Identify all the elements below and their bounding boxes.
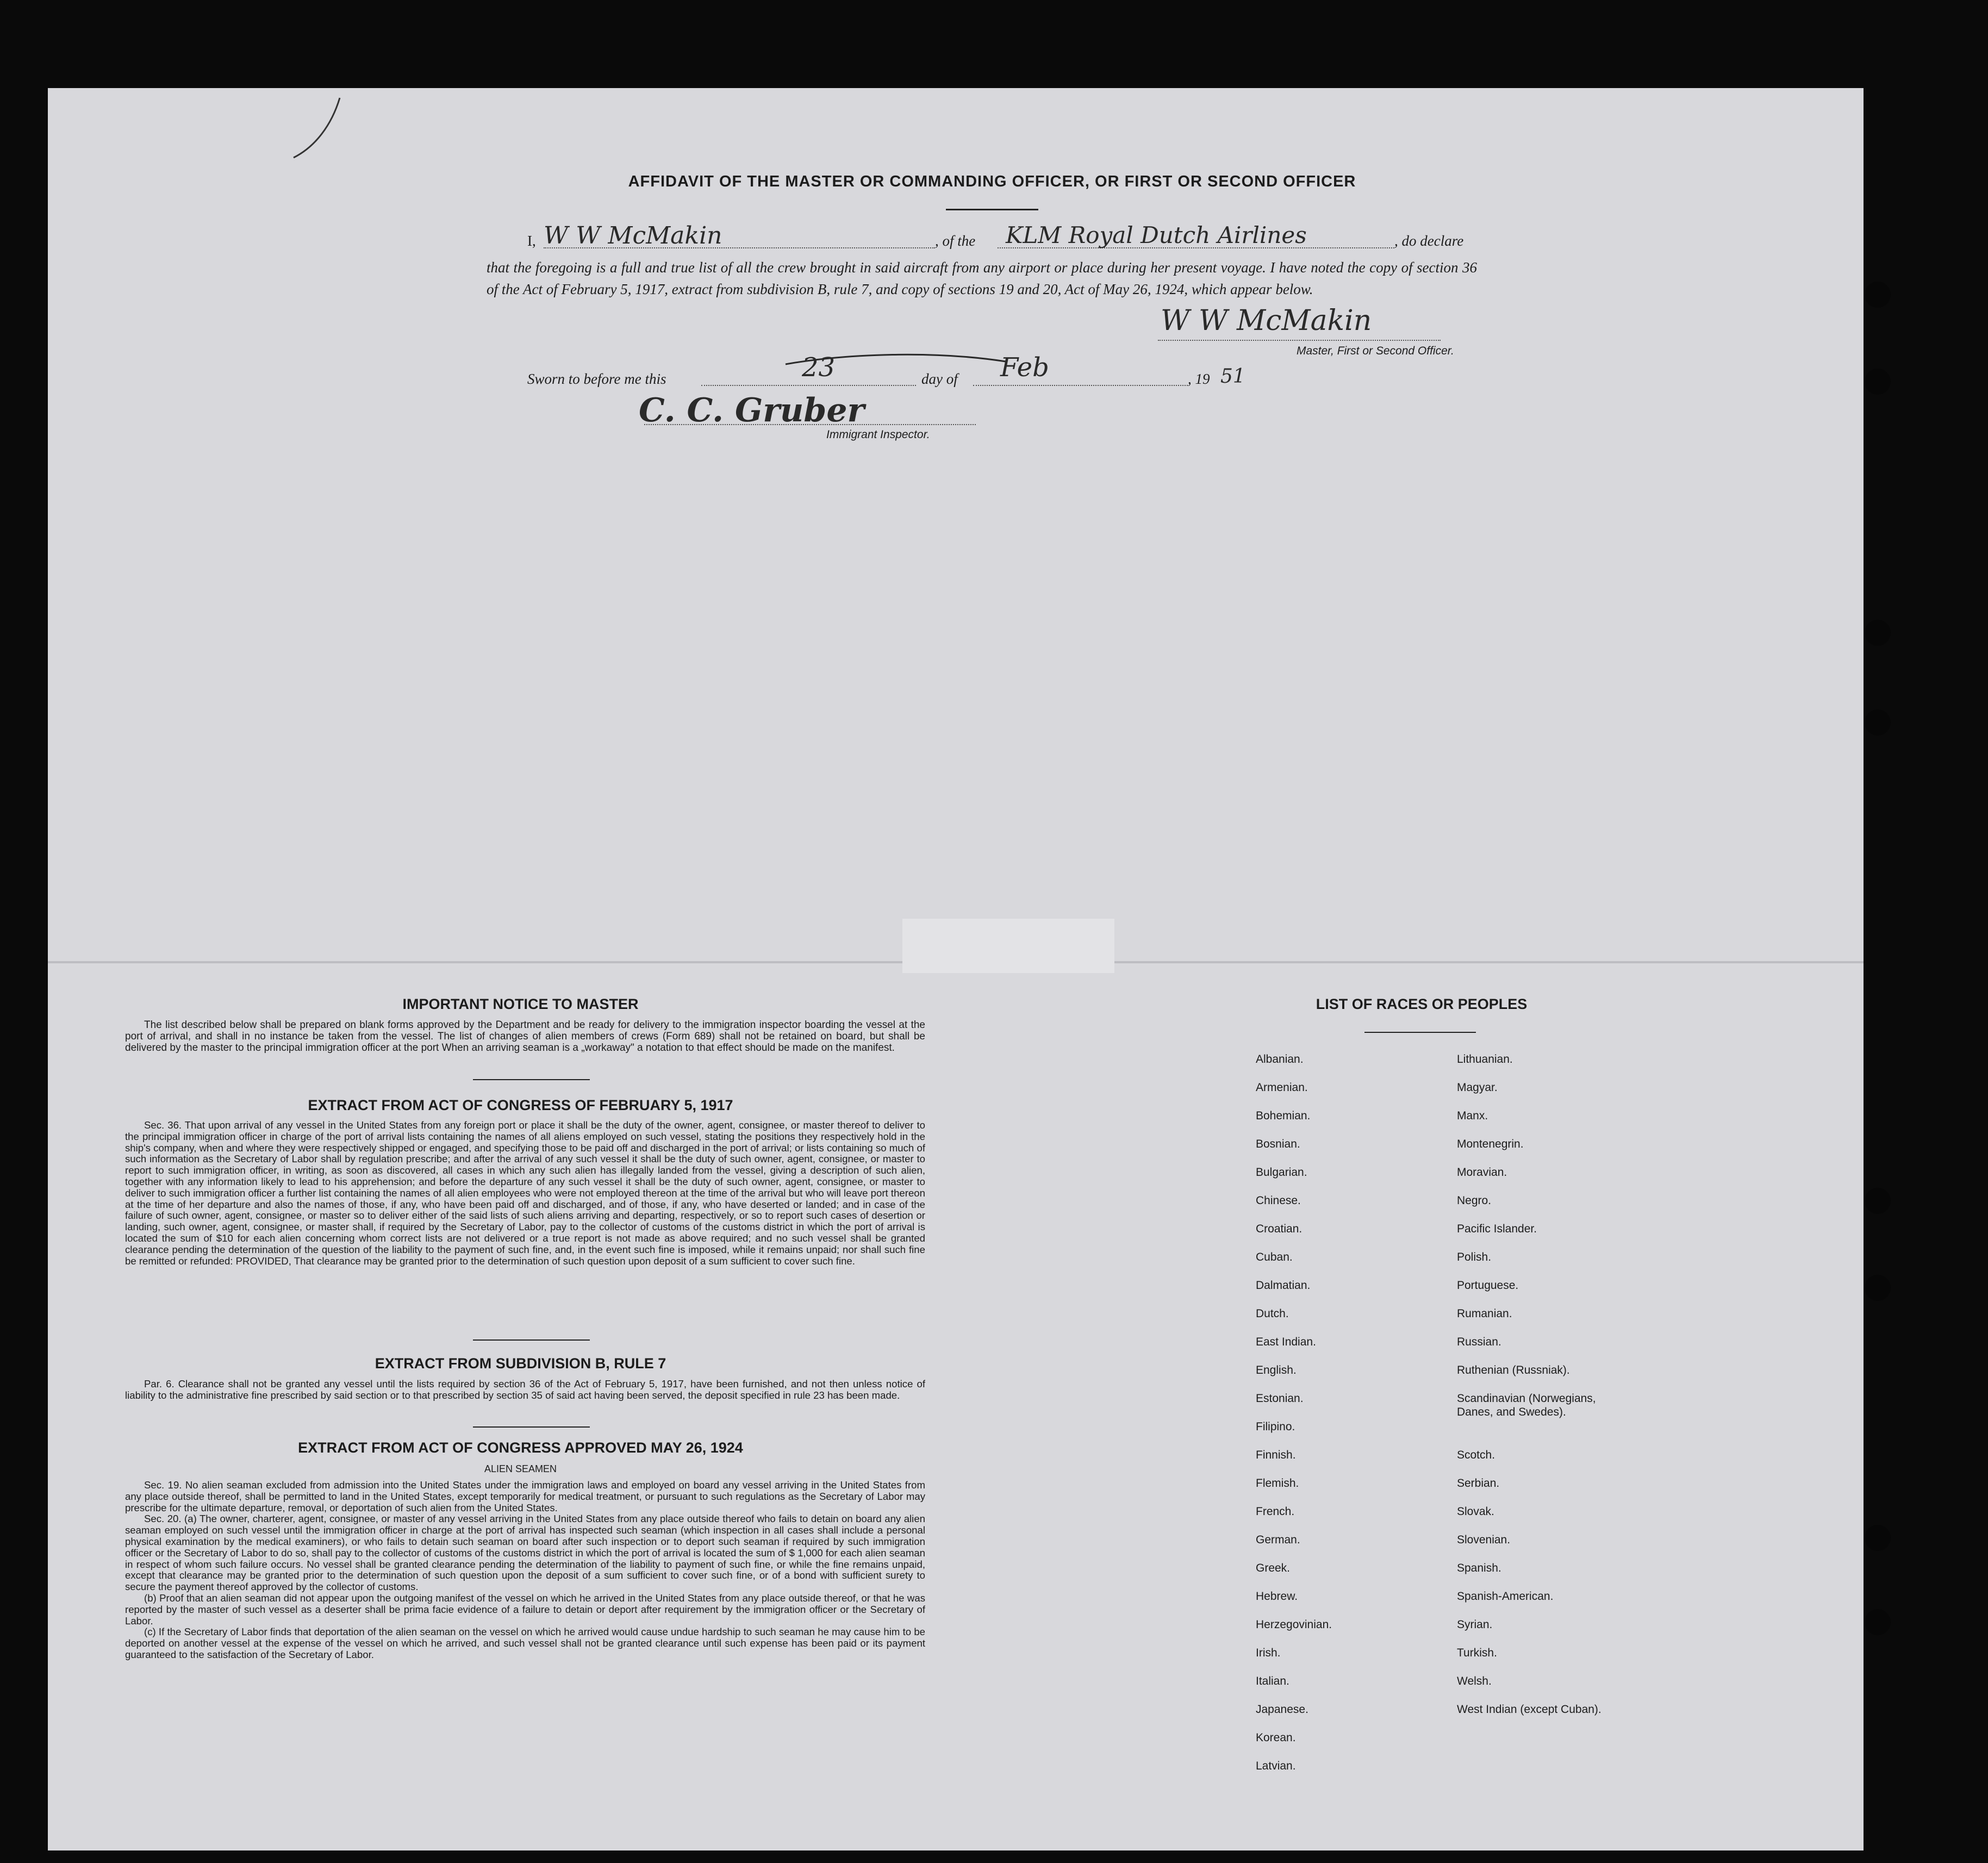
race-item: Russian.	[1457, 1336, 1501, 1348]
race-item: Manx.	[1457, 1110, 1488, 1122]
races-title: LIST OF RACES OR PEOPLES	[1316, 996, 1528, 1012]
extract-rule7-body: Par. 6. Clearance shall not be granted any vessel until the lists required by section 36 of the Act of February 5, 1917, have been furnished, and not then unless notice of liability to the administrative fine prescribed by said section or to that prescribed by section 35 of said act having been served, the deposit specified in rule 23 has been made.	[125, 1378, 925, 1401]
affidavit-title: AFFIDAVIT OF THE MASTER OR COMMANDING OFFICER, OR FIRST OR SECOND OFFICER	[628, 173, 1356, 190]
master-name: W W McMakin	[544, 222, 722, 250]
race-item: German.	[1256, 1534, 1300, 1546]
inspector-caption: Immigrant Inspector.	[826, 428, 930, 441]
race-item: Bulgarian.	[1256, 1166, 1307, 1179]
day-of-label: day of	[921, 371, 958, 387]
month-line	[973, 385, 1188, 386]
extract-1917-rule	[473, 1339, 590, 1341]
extract-rule7-rule	[473, 1426, 590, 1428]
race-item: Slovak.	[1457, 1505, 1494, 1518]
sworn-month: Feb	[1000, 352, 1049, 383]
punch-hole	[1865, 709, 1891, 736]
inspector-signature: C. C. Gruber	[639, 391, 865, 429]
race-item: East Indian.	[1256, 1336, 1316, 1348]
punch-hole	[1865, 1275, 1891, 1301]
race-item: Ruthenian (Russniak).	[1457, 1364, 1570, 1376]
race-item: Spanish-American.	[1457, 1590, 1554, 1603]
signature-caption: Master, First or Second Officer.	[1297, 345, 1454, 357]
race-item: Albanian.	[1256, 1053, 1304, 1066]
race-item: Scotch.	[1457, 1449, 1495, 1461]
extract-1924-body	[125, 1480, 925, 1661]
vessel-name: KLM Royal Dutch Airlines	[1006, 222, 1307, 248]
race-item: Korean.	[1256, 1731, 1296, 1744]
race-item: Negro.	[1457, 1194, 1492, 1207]
race-item: Latvian.	[1256, 1760, 1296, 1772]
extract-1924-subtitle: ALIEN SEAMEN	[484, 1463, 557, 1474]
race-item: Estonian.	[1256, 1392, 1304, 1405]
pencil-mark	[288, 92, 353, 163]
race-item: Herzegovinian.	[1256, 1618, 1332, 1631]
year-prefix: , 19	[1188, 371, 1210, 387]
pen-stroke	[783, 348, 1011, 370]
notice-body: The list described below shall be prepared on blank forms approved by the Department and be ready for delivery to the immigration inspector boarding the vessel at the port of arrival, and shall in no instance be taken from the vessel. The list of changes of alien members of crews (Form 689) shall not be retained on board, but shall be delivered by the master to the principal immigration officer at the port When an arriving seaman is a „workaway" a notation to that effect should be made on the manifest.	[125, 1019, 925, 1054]
race-item: Rumanian.	[1457, 1307, 1512, 1320]
race-item: Slovenian.	[1457, 1534, 1511, 1546]
race-item: Dalmatian.	[1256, 1279, 1311, 1292]
race-item: Bosnian.	[1256, 1138, 1300, 1150]
sec-20a: Sec. 20. (a) The owner, charterer, agent, consignee, or master of any vessel arriving in the United States from any place outside thereof who fails to detain on board any alien seaman employed on such vessel until the immigration officer in charge at the port of arrival has inspected such seaman (which inspection in all cases shall include a personal physical examination by the medical examiners), or who fails to detain such seaman on board after such inspection or to deport such seaman if required by such immigration officer or the Secretary of Labor to do so, shall pay to the collector of customs of the customs district in which the port of arrival is located the sum of $ 1,000 for each alien seaman in respect of whom such failure occurs. No vessel shall be granted clearance pending the determination of the liability to payment of such fine, or while the fine remains unpaid, except that clearance may be granted prior to the determination of such question upon the deposit of a sum sufficient to cover such fine, or of a bond with sufficient surety to secure the payment thereof approved by the collector of customs.	[125, 1513, 925, 1593]
race-item: Welsh.	[1457, 1675, 1492, 1687]
punch-hole	[1865, 1188, 1891, 1214]
year-suffix: 51	[1220, 365, 1245, 388]
race-item: Magyar.	[1457, 1081, 1498, 1094]
sec-20c: (c) If the Secretary of Labor finds that deportation of the alien seaman on the vessel on which he arrived would cause undue hardship to such seaman he may cause him to be deported on another vessel at the expense of the vessel on which he arrived, and such vessel shall not be granted clearance until such expense has been paid or its payment guaranteed to the satisfaction of the Secretary of Labor.	[125, 1626, 925, 1660]
race-item: Lithuanian.	[1457, 1053, 1513, 1066]
race-item: Chinese.	[1256, 1194, 1301, 1207]
sec-20b: (b) Proof that an alien seaman did not appear upon the outgoing manifest of the vessel on which he arrived in the United States from any place outside thereof, or that he was reported by the master of such vessel as a deserter shall be prima facie evidence of a failure to detain or deport after requirement by the immigration officer or the Secretary of Labor.	[125, 1592, 925, 1627]
race-item: Serbian.	[1457, 1477, 1500, 1490]
notice-rule	[473, 1079, 590, 1080]
race-item: French.	[1256, 1505, 1295, 1518]
race-item: Italian.	[1256, 1675, 1289, 1687]
punch-hole	[1865, 620, 1891, 646]
race-item: Hebrew.	[1256, 1590, 1298, 1603]
race-item: Moravian.	[1457, 1166, 1507, 1179]
race-item: Finnish.	[1256, 1449, 1296, 1461]
extract-1924-title: EXTRACT FROM ACT OF CONGRESS APPROVED MAY 26, 1924	[298, 1440, 743, 1456]
title-rule	[946, 209, 1038, 210]
race-item: Japanese.	[1256, 1703, 1308, 1716]
day-line	[701, 385, 916, 386]
sworn-label: Sworn to before me this	[527, 371, 666, 387]
race-item: Turkish.	[1457, 1647, 1497, 1659]
punch-hole	[1865, 282, 1891, 308]
master-signature: W W McMakin	[1161, 304, 1372, 337]
punch-hole	[1865, 1525, 1891, 1551]
race-item: West Indian (except Cuban).	[1457, 1703, 1601, 1716]
sec-19: Sec. 19. No alien seaman excluded from admission into the United States under the immigration laws and employed on board any vessel arriving in the United States from any place outside thereof, shall be permitted to land in the United States, except temporarily for medical treatment, or pursuant to such regulations as the Secretary of Labor may prescribe for the ultimate departure, removal, or deportation of such alien from the United States.	[125, 1479, 925, 1513]
race-item: Flemish.	[1256, 1477, 1299, 1490]
races-rule	[1364, 1032, 1476, 1033]
sworn-day: 23	[802, 352, 836, 383]
race-item: Filipino.	[1256, 1420, 1295, 1433]
extract-1917-title: EXTRACT FROM ACT OF CONGRESS OF FEBRUARY 5, 1917	[308, 1097, 733, 1113]
race-item: Bohemian.	[1256, 1110, 1311, 1122]
race-item: Portuguese.	[1457, 1279, 1519, 1292]
inspector-line	[644, 424, 976, 425]
race-item: Montenegrin.	[1457, 1138, 1524, 1150]
race-item: Greek.	[1256, 1562, 1291, 1574]
race-item: English.	[1256, 1364, 1297, 1376]
race-item: Pacific Islander.	[1457, 1223, 1537, 1235]
race-item: Scandinavian (Norwegians, Danes, and Swedes).	[1457, 1392, 1596, 1418]
affidavit-body: that the foregoing is a full and true list of all the crew brought in said aircraft from any airport or place during her present voyage. I have noted the copy of section 36 of the Act of February 5, 1917, extract from subdivision B, rule 7, and copy of sections 19 and 20, Act of May 26, 1924, which appear below.	[487, 259, 1477, 297]
race-item: Syrian.	[1457, 1618, 1493, 1631]
notice-title: IMPORTANT NOTICE TO MASTER	[402, 996, 639, 1012]
extract-1917-body: Sec. 36. That upon arrival of any vessel in the United States from any foreign port or place it shall be the duty of the owner, agent, consignee, or master thereof to deliver to the principal immigration officer in charge of the port of arrival lists containing the names of all aliens employed on such vessel, stating the positions they respectively hold in the ship's company, when and where they were respectively shipped or engaged, and specifying those to be paid off and discharged in the port of arrival; or lists containing so much of such information as the Secretary of Labor shall by regulation prescribe; and after the arrival of any such vessel it shall be the duty of such owner, agent, consignee, or master to report to such immigration officer, in writing, as soon as discovered, all cases in which any such alien has illegally landed from the vessel, giving a description of such alien, together with any information likely to lead to his apprehension; and before the departure of any such vessel it shall be the duty of such owner, agent, consignee, or master to deliver to such immigration officer a further list containing the names of all alien employees who were not employed thereon at the time of the arrival but who will leave port thereon at the time of her departure and also the names of those, if any, who have been paid off and discharged, and of those, if any, who have deserted or landed; and in case of the failure of such owner, agent, consignee, or master so to deliver either of the said lists of such aliens arriving and departing, respectively, or so to report such cases of desertion or landing, such owner, agent, consignee, or master shall, if required by the Secretary of Labor, pay to the collector of customs of the customs district in which the port of arrival is located the sum of $10 for each alien concerning whom correct lists are not delivered or a true report is not made as above required; and no such vessel shall be granted clearance pending the determination of the question of the liability to the payment of such fine, and, in the event such fine is imposed, while it remains unpaid; nor shall such fine be remitted or refunded: PROVIDED, That clearance may be granted prior to the determination of such question upon deposit of a sum sufficient to cover such fine.	[125, 1119, 925, 1267]
punch-hole	[1865, 1609, 1891, 1635]
do-declare: , do declare	[1394, 233, 1464, 249]
race-item: Spanish.	[1457, 1562, 1501, 1574]
i-label: I,	[527, 233, 536, 249]
signature-line	[1158, 340, 1441, 341]
race-item: Cuban.	[1256, 1251, 1293, 1263]
extract-rule7-title: EXTRACT FROM SUBDIVISION B, RULE 7	[375, 1355, 666, 1372]
race-item: Polish.	[1457, 1251, 1492, 1263]
race-item: Armenian.	[1256, 1081, 1308, 1094]
race-item: Dutch.	[1256, 1307, 1289, 1320]
fold-patch	[902, 919, 1114, 973]
race-item: Croatian.	[1256, 1223, 1303, 1235]
of-the-label: , of the	[935, 233, 976, 249]
race-item: Irish.	[1256, 1647, 1281, 1659]
punch-hole	[1865, 369, 1891, 395]
